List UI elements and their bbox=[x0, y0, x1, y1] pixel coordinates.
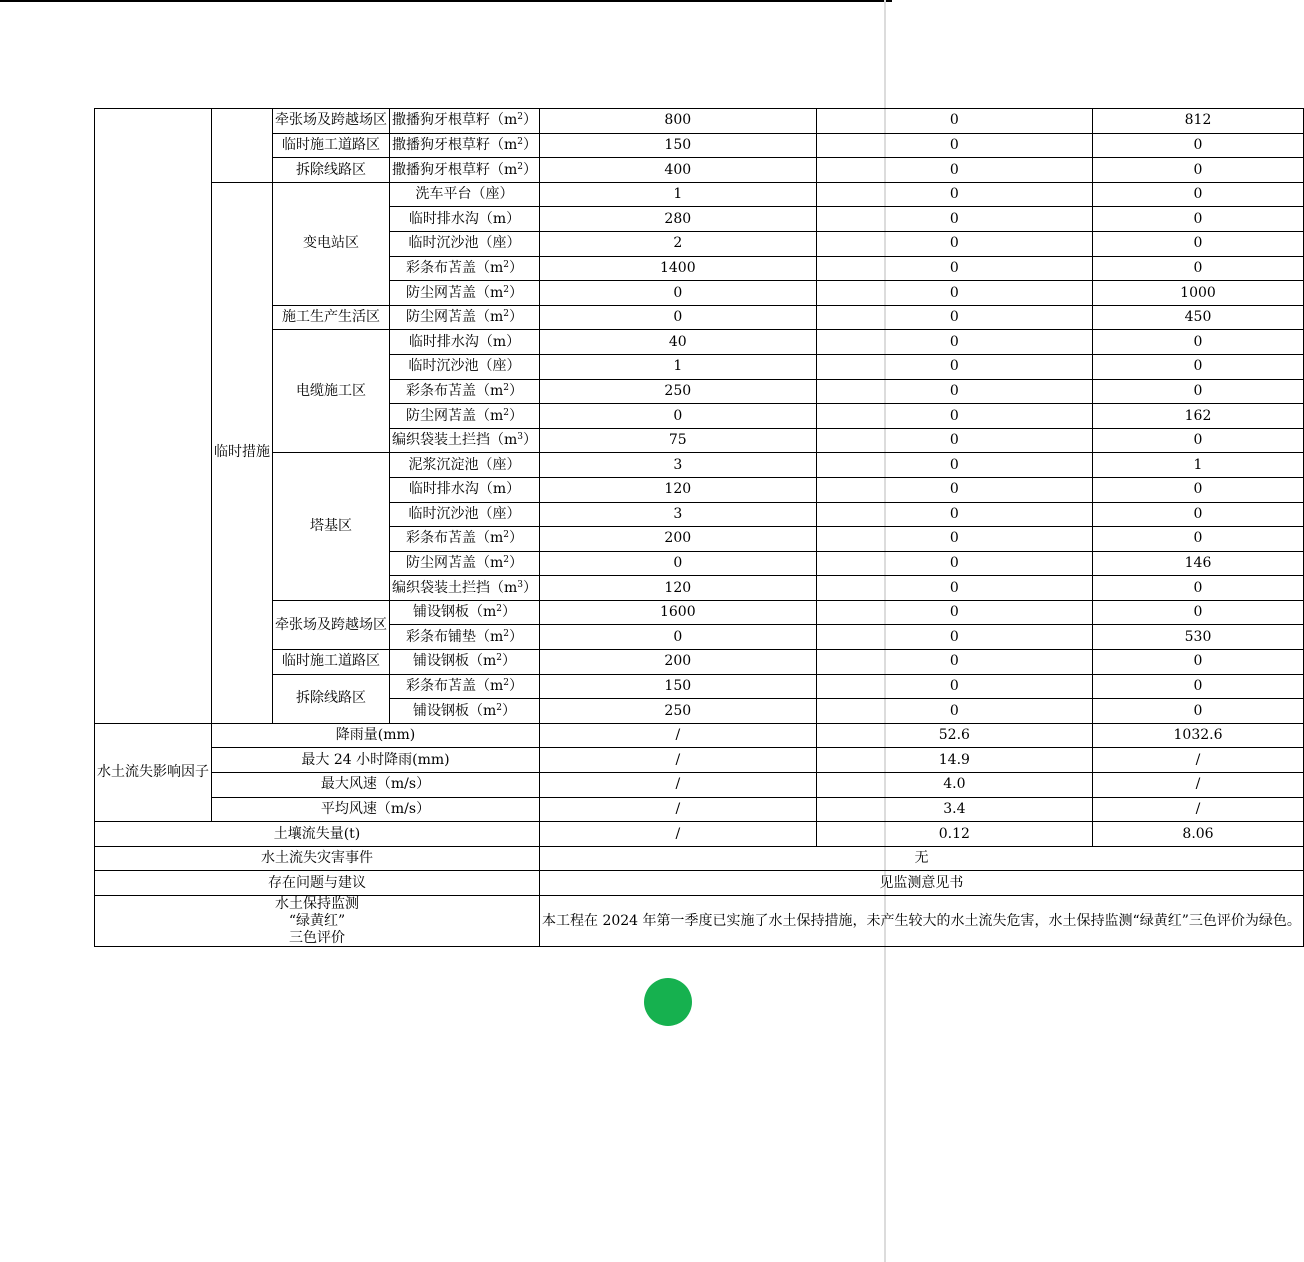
value-cell: 800 bbox=[540, 109, 817, 134]
green-rating-dot bbox=[644, 978, 692, 1026]
value-cell: 0 bbox=[816, 551, 1093, 576]
value-cell: / bbox=[1093, 748, 1304, 773]
factors-label: 水土流失影响因子 bbox=[95, 723, 212, 821]
issues-label: 存在问题与建议 bbox=[95, 871, 540, 896]
value-cell: 0 bbox=[540, 551, 817, 576]
value-cell: 3.4 bbox=[816, 797, 1093, 822]
temporary-measures-label: 临时措施 bbox=[212, 182, 273, 723]
zone-cell: 牵张场及跨越场区 bbox=[273, 600, 390, 649]
table-row bbox=[95, 896, 1304, 947]
evaluation-label bbox=[95, 896, 540, 947]
disaster-label: 水土流失灾害事件 bbox=[95, 846, 540, 871]
value-cell: 0 bbox=[816, 256, 1093, 281]
table-row bbox=[95, 797, 1304, 822]
value-cell: / bbox=[540, 748, 817, 773]
value-cell: 0 bbox=[1093, 256, 1304, 281]
value-cell: 0 bbox=[1093, 650, 1304, 675]
value-cell: 1 bbox=[1093, 453, 1304, 478]
value-cell: 0 bbox=[1093, 158, 1304, 183]
value-cell: 0 bbox=[816, 600, 1093, 625]
value-cell: 250 bbox=[540, 699, 817, 724]
page-top-border bbox=[0, 0, 892, 2]
value-cell: 0 bbox=[540, 281, 817, 306]
evaluation-label-line: 三色评价 bbox=[289, 929, 345, 946]
value-cell: / bbox=[540, 822, 817, 847]
value-cell: 0 bbox=[816, 453, 1093, 478]
table-row bbox=[95, 182, 1304, 207]
monitoring-table bbox=[94, 108, 1304, 947]
value-cell: / bbox=[1093, 797, 1304, 822]
value-cell: 0 bbox=[816, 305, 1093, 330]
measure-cell: 撒播狗牙根草籽$(m^2)$ bbox=[390, 109, 540, 134]
measure-cell: 铺设钢板$(m^2)$ bbox=[390, 650, 540, 675]
value-cell: 3 bbox=[540, 453, 817, 478]
value-cell: 3 bbox=[540, 502, 817, 527]
table-row bbox=[95, 748, 1304, 773]
measure-cell: 洗车平台（座） bbox=[390, 182, 540, 207]
value-cell: 52.6 bbox=[816, 723, 1093, 748]
factor-label: 平均风速（m/s） bbox=[212, 797, 540, 822]
measure-cell: 铺设钢板$(m^2)$ bbox=[390, 600, 540, 625]
measure-cell: 防尘网苫盖$(m^2)$ bbox=[390, 281, 540, 306]
value-cell: 14.9 bbox=[816, 748, 1093, 773]
value-cell: 0 bbox=[816, 650, 1093, 675]
value-cell: 450 bbox=[1093, 305, 1304, 330]
zone-cell: 牵张场及跨越场区 bbox=[273, 109, 390, 134]
value-cell: 0 bbox=[816, 158, 1093, 183]
table-row bbox=[95, 330, 1304, 355]
measure-cell: 临时排水沟（m） bbox=[390, 477, 540, 502]
factor-label: 最大 24 小时降雨(mm) bbox=[212, 748, 540, 773]
value-cell: 0 bbox=[816, 281, 1093, 306]
table-row bbox=[95, 305, 1304, 330]
value-cell: / bbox=[540, 723, 817, 748]
value-cell: 75 bbox=[540, 428, 817, 453]
value-cell: 150 bbox=[540, 133, 817, 158]
table-row bbox=[95, 871, 1304, 896]
evaluation-cell bbox=[540, 896, 1304, 947]
value-cell: 150 bbox=[540, 674, 817, 699]
value-cell: 0 bbox=[816, 527, 1093, 552]
zone-cell: 拆除线路区 bbox=[273, 674, 390, 723]
measure-cell: 编织袋装土拦挡$(m^3)$ bbox=[390, 428, 540, 453]
factor-label: 最大风速（m/s） bbox=[212, 773, 540, 798]
issues-value: 见监测意见书 bbox=[540, 871, 1304, 896]
factor-label: 降雨量(mm) bbox=[212, 723, 540, 748]
value-cell: 1032.6 bbox=[1093, 723, 1304, 748]
zone-cell: 拆除线路区 bbox=[273, 158, 390, 183]
measure-cell: 防尘网苫盖$(m^2)$ bbox=[390, 551, 540, 576]
value-cell: 0 bbox=[540, 625, 817, 650]
value-cell: / bbox=[540, 773, 817, 798]
value-cell: 120 bbox=[540, 477, 817, 502]
value-cell: 812 bbox=[1093, 109, 1304, 134]
value-cell: 400 bbox=[540, 158, 817, 183]
table-row bbox=[95, 453, 1304, 478]
value-cell: 0 bbox=[816, 379, 1093, 404]
value-cell: 1600 bbox=[540, 600, 817, 625]
measure-cell: 临时沉沙池（座） bbox=[390, 354, 540, 379]
table-row bbox=[95, 773, 1304, 798]
value-cell: 8.06 bbox=[1093, 822, 1304, 847]
zone-cell: 电缆施工区 bbox=[273, 330, 390, 453]
disaster-value: 无 bbox=[540, 846, 1304, 871]
value-cell: 0 bbox=[540, 305, 817, 330]
measure-cell: 撒播狗牙根草籽$(m^2)$ bbox=[390, 158, 540, 183]
measure-cell: 彩条布铺垫$(m^2)$ bbox=[390, 625, 540, 650]
value-cell: 0 bbox=[1093, 477, 1304, 502]
value-cell: 0 bbox=[1093, 502, 1304, 527]
value-cell: 0 bbox=[816, 109, 1093, 134]
value-cell: 0 bbox=[1093, 699, 1304, 724]
value-cell: 0 bbox=[816, 699, 1093, 724]
measure-cell: 编织袋装土拦挡$(m^3)$ bbox=[390, 576, 540, 601]
value-cell: 0 bbox=[1093, 527, 1304, 552]
value-cell: 0 bbox=[816, 404, 1093, 429]
value-cell: 0 bbox=[1093, 231, 1304, 256]
table-row bbox=[95, 600, 1304, 625]
measure-cell: 彩条布苫盖$(m^2)$ bbox=[390, 527, 540, 552]
measure-cell: 彩条布苫盖$(m^2)$ bbox=[390, 379, 540, 404]
table-row bbox=[95, 650, 1304, 675]
table-row bbox=[95, 674, 1304, 699]
measure-cell: 撒播狗牙根草籽$(m^2)$ bbox=[390, 133, 540, 158]
table-row bbox=[95, 109, 1304, 134]
value-cell: 1400 bbox=[540, 256, 817, 281]
zone-cell: 临时施工道路区 bbox=[273, 650, 390, 675]
zone-cell: 施工生产生活区 bbox=[273, 305, 390, 330]
value-cell: 0 bbox=[816, 330, 1093, 355]
value-cell: 530 bbox=[1093, 625, 1304, 650]
value-cell: 0 bbox=[1093, 354, 1304, 379]
value-cell: 40 bbox=[540, 330, 817, 355]
zone-cell: 变电站区 bbox=[273, 182, 390, 305]
measure-cell: 临时排水沟（m） bbox=[390, 207, 540, 232]
value-cell: 0 bbox=[816, 625, 1093, 650]
value-cell: 1000 bbox=[1093, 281, 1304, 306]
soil-loss-label: 土壤流失量(t) bbox=[95, 822, 540, 847]
value-cell: 0 bbox=[816, 354, 1093, 379]
measure-cell: 彩条布苫盖$(m^2)$ bbox=[390, 256, 540, 281]
value-cell: 162 bbox=[1093, 404, 1304, 429]
measure-cell: 彩条布苫盖$(m^2)$ bbox=[390, 674, 540, 699]
measure-cell: 泥浆沉淀池（座） bbox=[390, 453, 540, 478]
value-cell: 0 bbox=[1093, 330, 1304, 355]
value-cell: 0 bbox=[816, 182, 1093, 207]
evaluation-label-line: 水土保持监测 bbox=[275, 896, 359, 912]
evaluation-label-line: “绿黄红” bbox=[288, 912, 346, 929]
value-cell: / bbox=[540, 797, 817, 822]
table-row bbox=[95, 822, 1304, 847]
value-cell: 0 bbox=[1093, 600, 1304, 625]
value-cell: 4.0 bbox=[816, 773, 1093, 798]
value-cell: 0 bbox=[1093, 576, 1304, 601]
value-cell: 2 bbox=[540, 231, 817, 256]
value-cell: 0 bbox=[816, 502, 1093, 527]
measure-cell: 临时沉沙池（座） bbox=[390, 231, 540, 256]
value-cell: 0 bbox=[540, 404, 817, 429]
zone-cell: 临时施工道路区 bbox=[273, 133, 390, 158]
value-cell: 146 bbox=[1093, 551, 1304, 576]
measure-cell: 防尘网苫盖$(m^2)$ bbox=[390, 404, 540, 429]
value-cell: 120 bbox=[540, 576, 817, 601]
value-cell: 0 bbox=[1093, 182, 1304, 207]
value-cell: 0 bbox=[816, 477, 1093, 502]
value-cell: 0 bbox=[1093, 133, 1304, 158]
table-row bbox=[95, 846, 1304, 871]
table-row bbox=[95, 723, 1304, 748]
value-cell: 0 bbox=[816, 133, 1093, 158]
measure-cell: 铺设钢板$(m^2)$ bbox=[390, 699, 540, 724]
measure-cell: 临时排水沟（m） bbox=[390, 330, 540, 355]
value-cell: 0 bbox=[816, 428, 1093, 453]
value-cell: / bbox=[1093, 773, 1304, 798]
value-cell: 0 bbox=[816, 674, 1093, 699]
value-cell: 1 bbox=[540, 354, 817, 379]
table-row bbox=[95, 133, 1304, 158]
zone-cell: 塔基区 bbox=[273, 453, 390, 601]
value-cell: 280 bbox=[540, 207, 817, 232]
subcategory-cell-blank bbox=[212, 109, 273, 183]
value-cell: 200 bbox=[540, 527, 817, 552]
value-cell: 0 bbox=[816, 231, 1093, 256]
category-cell-blank bbox=[95, 109, 212, 724]
measure-cell: 临时沉沙池（座） bbox=[390, 502, 540, 527]
value-cell: 1 bbox=[540, 182, 817, 207]
value-cell: 0 bbox=[1093, 379, 1304, 404]
value-cell: 0 bbox=[1093, 428, 1304, 453]
value-cell: 0 bbox=[816, 207, 1093, 232]
value-cell: 0 bbox=[1093, 674, 1304, 699]
value-cell: 200 bbox=[540, 650, 817, 675]
value-cell: 0.12 bbox=[816, 822, 1093, 847]
value-cell: 0 bbox=[1093, 207, 1304, 232]
value-cell: 250 bbox=[540, 379, 817, 404]
evaluation-text: 本工程在 2024 年第一季度已实施了水土保持措施，未产生较大的水土流失危害，水土保持监测“绿黄红”三色评价为绿色。 bbox=[542, 912, 1301, 929]
table-row bbox=[95, 158, 1304, 183]
measure-cell: 防尘网苫盖$(m^2)$ bbox=[390, 305, 540, 330]
value-cell: 0 bbox=[816, 576, 1093, 601]
